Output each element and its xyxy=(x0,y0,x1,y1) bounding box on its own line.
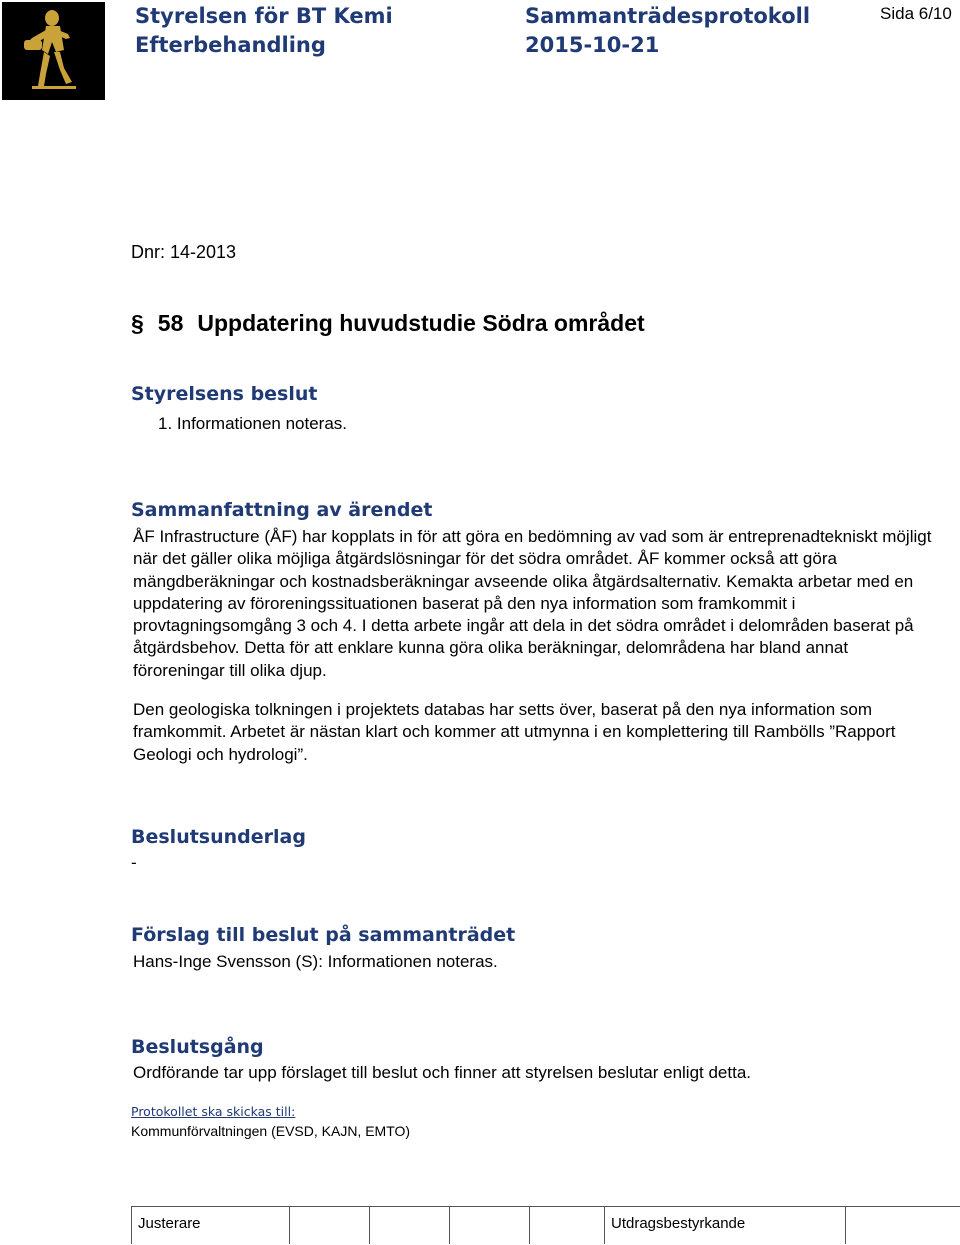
organization-name xyxy=(135,2,393,60)
signature-cell-1 xyxy=(290,1207,370,1244)
summary-paragraph-1: ÅF Infrastructure (ÅF) har kopplats in för att göra en bedömning av vad som är entreprenadtekniskt möjligt när det gäller olika möjliga åtgärdslösningar för det södra området. ÅF kommer också att göra mängdberäkningar och kostnadsberäkningar avseende olika åtgärdsalternativ. Kemakta arbetar med en uppdatering av föroreningssituationen baserat på den nya information som framkommit i provtagningsomgång 3 och 4. I detta arbete ingår att dela in det södra området i delområden baserat på åtgärdsbehov. Detta för att enklare kunna göra olika beräkningar, delområdena har bland annat föroreningar till olika djup. xyxy=(133,527,932,680)
protocol-date: 2015-10-21 xyxy=(525,33,660,57)
organization-name-line2: Efterbehandling xyxy=(135,33,326,57)
utdrag-cell xyxy=(605,1207,846,1244)
signature-table xyxy=(131,1206,960,1244)
decision-procedure-text: Ordförande tar upp förslaget till beslut och finner att styrelsen beslutar enligt detta. xyxy=(133,1063,752,1082)
summary-paragraph-2: Den geologiska tolkningen i projektets databas har setts över, baserat på den nya information som framkommit. Arbetet är nästan klart och kommer att utmynna i en komplettering till Rambölls ”Rapport Geologi och hydrologi”. xyxy=(133,700,896,764)
justerare-cell xyxy=(132,1207,290,1244)
protocol-info xyxy=(525,2,810,60)
proposal-title: Förslag till beslut på sammanträdet xyxy=(131,924,516,946)
decision-section-title: Styrelsens beslut xyxy=(131,383,318,405)
summary-section-title: Sammanfattning av ärendet xyxy=(131,499,433,521)
signature-cell-2 xyxy=(370,1207,450,1244)
utdrag-label: Utdragsbestyrkande xyxy=(611,1215,746,1232)
distribution-label: Protokollet ska skickas till: xyxy=(131,1104,296,1119)
decision-basis-title: Beslutsunderlag xyxy=(131,826,306,848)
case-number: Dnr: 14-2013 xyxy=(131,242,237,262)
item-number: 58 xyxy=(157,310,184,336)
summary-body-2 xyxy=(133,699,933,766)
signature-cell-3 xyxy=(450,1207,530,1244)
item-heading xyxy=(131,310,645,337)
proposal-text: Hans-Inge Svensson (S): Informationen noteras. xyxy=(133,952,498,971)
item-title: Uppdatering huvudstudie Södra området xyxy=(197,310,645,336)
justerare-label: Justerare xyxy=(138,1215,201,1232)
organization-name-line1: Styrelsen för BT Kemi xyxy=(135,4,393,28)
summary-body xyxy=(133,526,933,682)
sower-figure-logo xyxy=(2,2,105,100)
decision-basis-content: - xyxy=(131,853,137,872)
section-sign: § xyxy=(131,310,144,336)
signature-cell-4 xyxy=(530,1207,605,1244)
distribution-recipients: Kommunförvaltningen (EVSD, KAJN, EMTO) xyxy=(131,1123,411,1139)
protocol-title: Sammanträdesprotokoll xyxy=(525,4,811,28)
decision-procedure-title: Beslutsgång xyxy=(131,1036,264,1058)
decision-item: 1. Informationen noteras. xyxy=(158,414,348,433)
page-number: Sida 6/10 xyxy=(880,4,952,23)
